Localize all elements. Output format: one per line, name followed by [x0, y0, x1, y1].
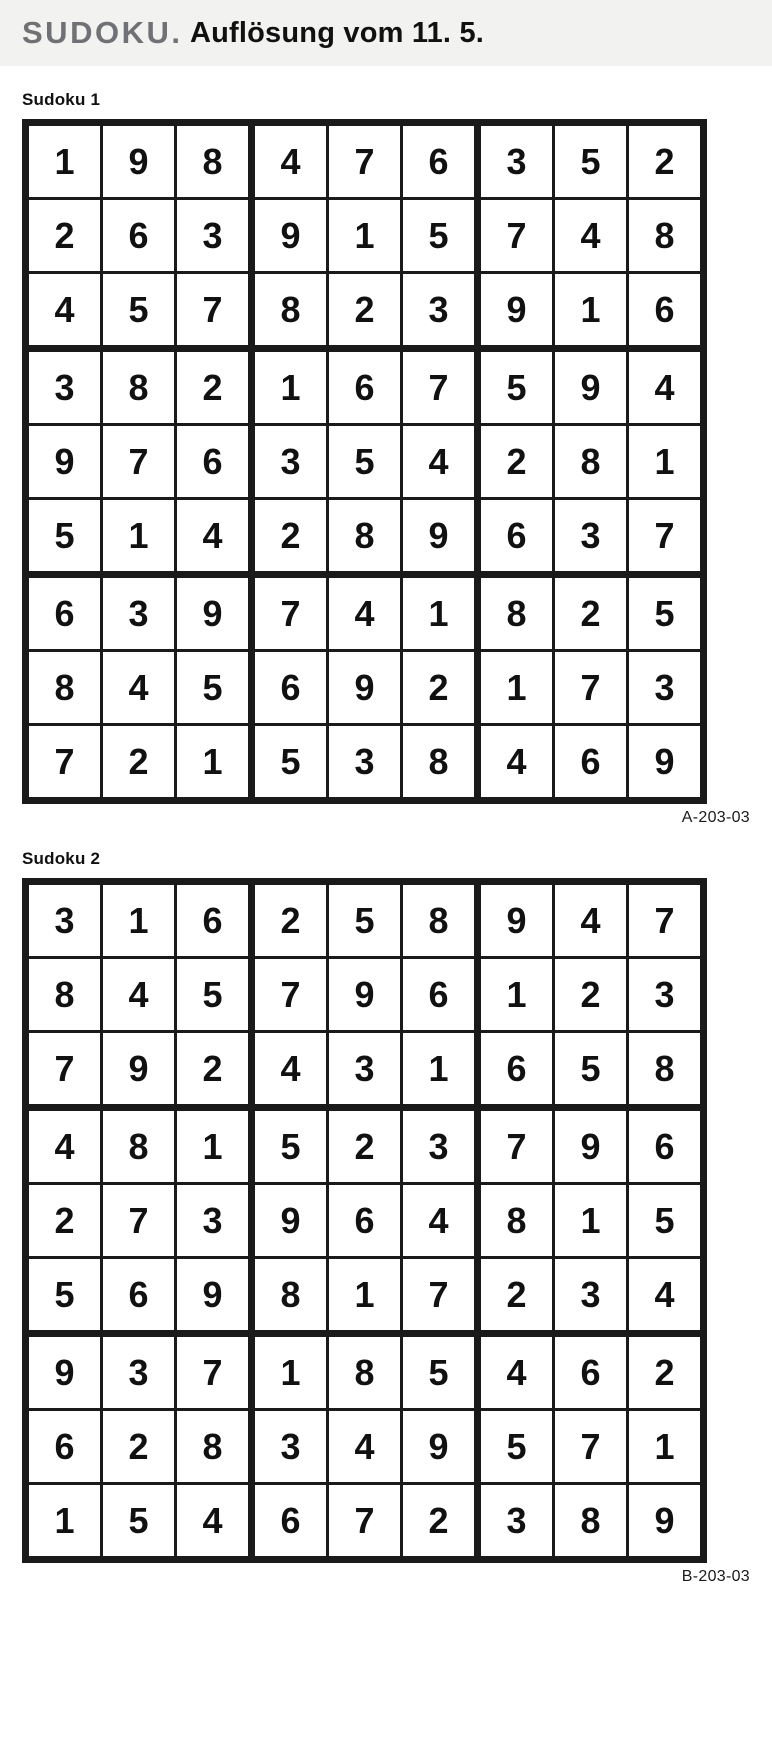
sudoku-cell: 2 [402, 1484, 478, 1560]
sudoku-cell: 4 [252, 1032, 328, 1108]
sudoku-cell: 7 [328, 1484, 402, 1560]
sudoku-cell: 1 [26, 1484, 102, 1560]
sudoku-cell: 2 [628, 1334, 704, 1410]
sudoku-cell: 4 [252, 123, 328, 199]
sudoku-cell: 9 [102, 123, 176, 199]
sudoku-cell: 8 [628, 1032, 704, 1108]
sudoku-row [26, 1258, 704, 1334]
sudoku-cell: 9 [554, 1108, 628, 1184]
sudoku-cell: 7 [102, 425, 176, 499]
sudoku-cell: 6 [478, 499, 554, 575]
sudoku-cell: 8 [102, 1108, 176, 1184]
sudoku-cell: 9 [176, 575, 252, 651]
sudoku-cell: 7 [26, 1032, 102, 1108]
sudoku-cell: 1 [478, 958, 554, 1032]
sudoku-cell: 7 [402, 349, 478, 425]
sudoku-cell: 5 [102, 273, 176, 349]
sudoku-1-label: Sudoku 1 [22, 90, 101, 109]
sudoku-cell: 6 [26, 1410, 102, 1484]
sudoku-cell: 7 [402, 1258, 478, 1334]
sudoku-cell: 1 [478, 651, 554, 725]
sudoku-row [26, 958, 704, 1032]
sudoku-cell: 4 [628, 1258, 704, 1334]
sudoku-cell: 2 [176, 349, 252, 425]
sudoku-cell: 3 [478, 123, 554, 199]
sudoku-row [26, 425, 704, 499]
sudoku-cell: 4 [26, 273, 102, 349]
sudoku-cell: 7 [176, 273, 252, 349]
sudoku-cell: 5 [478, 349, 554, 425]
sudoku-1-grid [22, 119, 707, 804]
sudoku-cell: 1 [554, 1184, 628, 1258]
sudoku-cell: 6 [628, 273, 704, 349]
sudoku-cell: 6 [176, 882, 252, 958]
sudoku-row [26, 1410, 704, 1484]
sudoku-cell: 8 [478, 575, 554, 651]
sudoku-row [26, 199, 704, 273]
sudoku-cell: 1 [252, 1334, 328, 1410]
sudoku-cell: 7 [628, 882, 704, 958]
sudoku-cell: 2 [328, 1108, 402, 1184]
sudoku-cell: 3 [628, 958, 704, 1032]
sudoku-cell: 1 [26, 123, 102, 199]
sudoku-cell: 7 [26, 725, 102, 801]
sudoku-cell: 4 [554, 199, 628, 273]
sudoku-cell: 3 [102, 1334, 176, 1410]
sudoku-cell: 1 [328, 1258, 402, 1334]
sudoku-cell: 4 [628, 349, 704, 425]
sudoku-cell: 8 [26, 651, 102, 725]
sudoku-cell: 3 [252, 1410, 328, 1484]
sudoku-1-grid-wrapper [22, 119, 750, 804]
sudoku-cell: 2 [402, 651, 478, 725]
sudoku-cell: 8 [252, 273, 328, 349]
sudoku-cell: 4 [328, 575, 402, 651]
sudoku-cell: 5 [252, 725, 328, 801]
sudoku-cell: 3 [102, 575, 176, 651]
page-header [0, 0, 772, 68]
sudoku-cell: 6 [402, 958, 478, 1032]
sudoku-cell: 4 [102, 958, 176, 1032]
sudoku-cell: 4 [328, 1410, 402, 1484]
sudoku-cell: 9 [252, 199, 328, 273]
sudoku-row [26, 1484, 704, 1560]
sudoku-cell: 3 [328, 1032, 402, 1108]
sudoku-cell: 9 [402, 1410, 478, 1484]
sudoku-cell: 4 [402, 1184, 478, 1258]
sudoku-cell: 1 [102, 499, 176, 575]
sudoku-cell: 5 [26, 499, 102, 575]
sudoku-2-block [22, 849, 750, 1586]
sudoku-cell: 4 [176, 1484, 252, 1560]
sudoku-cell: 8 [402, 725, 478, 801]
sudoku-cell: 5 [176, 651, 252, 725]
sudoku-cell: 5 [252, 1108, 328, 1184]
sudoku-cell: 2 [102, 725, 176, 801]
sudoku-cell: 9 [402, 499, 478, 575]
sudoku-cell: 3 [176, 199, 252, 273]
sudoku-cell: 3 [26, 882, 102, 958]
sudoku-cell: 8 [478, 1184, 554, 1258]
sudoku-cell: 6 [252, 651, 328, 725]
sudoku-cell: 8 [26, 958, 102, 1032]
sudoku-cell: 3 [176, 1184, 252, 1258]
sudoku-cell: 7 [102, 1184, 176, 1258]
sudoku-cell: 4 [478, 1334, 554, 1410]
header-title-dot: . [171, 15, 180, 50]
sudoku-cell: 5 [26, 1258, 102, 1334]
sudoku-cell: 5 [176, 958, 252, 1032]
sudoku-cell: 4 [402, 425, 478, 499]
sudoku-cell: 2 [26, 199, 102, 273]
sudoku-cell: 4 [176, 499, 252, 575]
sudoku-cell: 2 [176, 1032, 252, 1108]
sudoku-cell: 5 [328, 425, 402, 499]
sudoku-cell: 1 [102, 882, 176, 958]
sudoku-cell: 6 [102, 199, 176, 273]
sudoku-row [26, 725, 704, 801]
sudoku-row [26, 499, 704, 575]
sudoku-cell: 6 [554, 725, 628, 801]
sudoku-cell: 6 [554, 1334, 628, 1410]
sudoku-cell: 9 [628, 1484, 704, 1560]
sudoku-cell: 3 [402, 1108, 478, 1184]
sudoku-cell: 1 [402, 1032, 478, 1108]
sudoku-row [26, 1184, 704, 1258]
sudoku-cell: 6 [252, 1484, 328, 1560]
sudoku-cell: 3 [252, 425, 328, 499]
sudoku-cell: 9 [26, 1334, 102, 1410]
sudoku-cell: 2 [628, 123, 704, 199]
sudoku-cell: 2 [26, 1184, 102, 1258]
sudoku-1-block [22, 90, 750, 827]
sudoku-cell: 2 [478, 1258, 554, 1334]
sudoku-cell: 7 [554, 1410, 628, 1484]
sudoku-cell: 5 [628, 1184, 704, 1258]
sudoku-cell: 2 [252, 499, 328, 575]
sudoku-cell: 1 [402, 575, 478, 651]
sudoku-cell: 1 [176, 1108, 252, 1184]
sudoku-cell: 4 [102, 651, 176, 725]
sudoku-cell: 3 [402, 273, 478, 349]
sudoku-row [26, 882, 704, 958]
sudoku-cell: 7 [328, 123, 402, 199]
header-subtitle: Auflösung vom 11. 5. [189, 16, 485, 49]
sudoku-2-grid [22, 878, 707, 1563]
sudoku-cell: 4 [554, 882, 628, 958]
sudoku-cell: 6 [176, 425, 252, 499]
sudoku-cell: 8 [554, 1484, 628, 1560]
sudoku-cell: 6 [328, 349, 402, 425]
sudoku-row [26, 273, 704, 349]
sudoku-cell: 7 [176, 1334, 252, 1410]
sudoku-cell: 7 [252, 958, 328, 1032]
sudoku-cell: 9 [252, 1184, 328, 1258]
sudoku-cell: 6 [628, 1108, 704, 1184]
sudoku-cell: 4 [478, 725, 554, 801]
sudoku-cell: 8 [328, 499, 402, 575]
sudoku-cell: 8 [554, 425, 628, 499]
sudoku-cell: 5 [628, 575, 704, 651]
sudoku-cell: 7 [554, 651, 628, 725]
sudoku-cell: 9 [328, 958, 402, 1032]
sudoku-cell: 1 [628, 425, 704, 499]
sudoku-1-code: A-203-03 [681, 809, 750, 826]
sudoku-cell: 8 [328, 1334, 402, 1410]
sudoku-cell: 5 [402, 1334, 478, 1410]
sudoku-cell: 9 [328, 651, 402, 725]
sudoku-cell: 8 [402, 882, 478, 958]
sudoku-cell: 3 [554, 499, 628, 575]
sudoku-cell: 2 [554, 958, 628, 1032]
sudoku-cell: 6 [26, 575, 102, 651]
sudoku-cell: 5 [478, 1410, 554, 1484]
sudoku-cell: 9 [554, 349, 628, 425]
sudoku-cell: 8 [176, 123, 252, 199]
sudoku-cell: 2 [478, 425, 554, 499]
sudoku-cell: 1 [252, 349, 328, 425]
sudoku-cell: 1 [328, 199, 402, 273]
sudoku-cell: 5 [554, 1032, 628, 1108]
sudoku-cell: 8 [176, 1410, 252, 1484]
sudoku-row [26, 1032, 704, 1108]
sudoku-cell: 9 [628, 725, 704, 801]
sudoku-cell: 6 [102, 1258, 176, 1334]
sudoku-2-label: Sudoku 2 [22, 849, 101, 868]
sudoku-row [26, 651, 704, 725]
sudoku-cell: 2 [554, 575, 628, 651]
sudoku-cell: 9 [176, 1258, 252, 1334]
sudoku-cell: 8 [252, 1258, 328, 1334]
sudoku-cell: 2 [252, 882, 328, 958]
sudoku-cell: 1 [176, 725, 252, 801]
sudoku-cell: 3 [628, 651, 704, 725]
sudoku-cell: 5 [554, 123, 628, 199]
sudoku-cell: 9 [478, 882, 554, 958]
sudoku-cell: 7 [628, 499, 704, 575]
sudoku-row [26, 575, 704, 651]
sudoku-cell: 4 [26, 1108, 102, 1184]
sudoku-row [26, 349, 704, 425]
header-title: SUDOKU [22, 15, 172, 50]
sudoku-row [26, 1108, 704, 1184]
sudoku-2-grid-wrapper [22, 878, 750, 1563]
sudoku-cell: 9 [102, 1032, 176, 1108]
sudoku-cell: 3 [26, 349, 102, 425]
sudoku-cell: 3 [328, 725, 402, 801]
sudoku-cell: 3 [554, 1258, 628, 1334]
sudoku-row [26, 123, 704, 199]
sudoku-cell: 9 [26, 425, 102, 499]
sudoku-cell: 2 [328, 273, 402, 349]
sudoku-cell: 7 [478, 1108, 554, 1184]
sudoku-cell: 5 [102, 1484, 176, 1560]
sudoku-cell: 1 [554, 273, 628, 349]
sudoku-row [26, 1334, 704, 1410]
sudoku-cell: 5 [402, 199, 478, 273]
sudoku-cell: 5 [328, 882, 402, 958]
sudoku-cell: 7 [252, 575, 328, 651]
sudoku-cell: 2 [102, 1410, 176, 1484]
sudoku-cell: 6 [478, 1032, 554, 1108]
sudoku-cell: 3 [478, 1484, 554, 1560]
sudoku-cell: 6 [402, 123, 478, 199]
sudoku-cell: 9 [478, 273, 554, 349]
sudoku-cell: 8 [102, 349, 176, 425]
sudoku-cell: 1 [628, 1410, 704, 1484]
sudoku-cell: 7 [478, 199, 554, 273]
sudoku-2-code: B-203-03 [681, 1568, 750, 1585]
sudoku-cell: 8 [628, 199, 704, 273]
page-content [0, 90, 772, 1586]
sudoku-cell: 6 [328, 1184, 402, 1258]
